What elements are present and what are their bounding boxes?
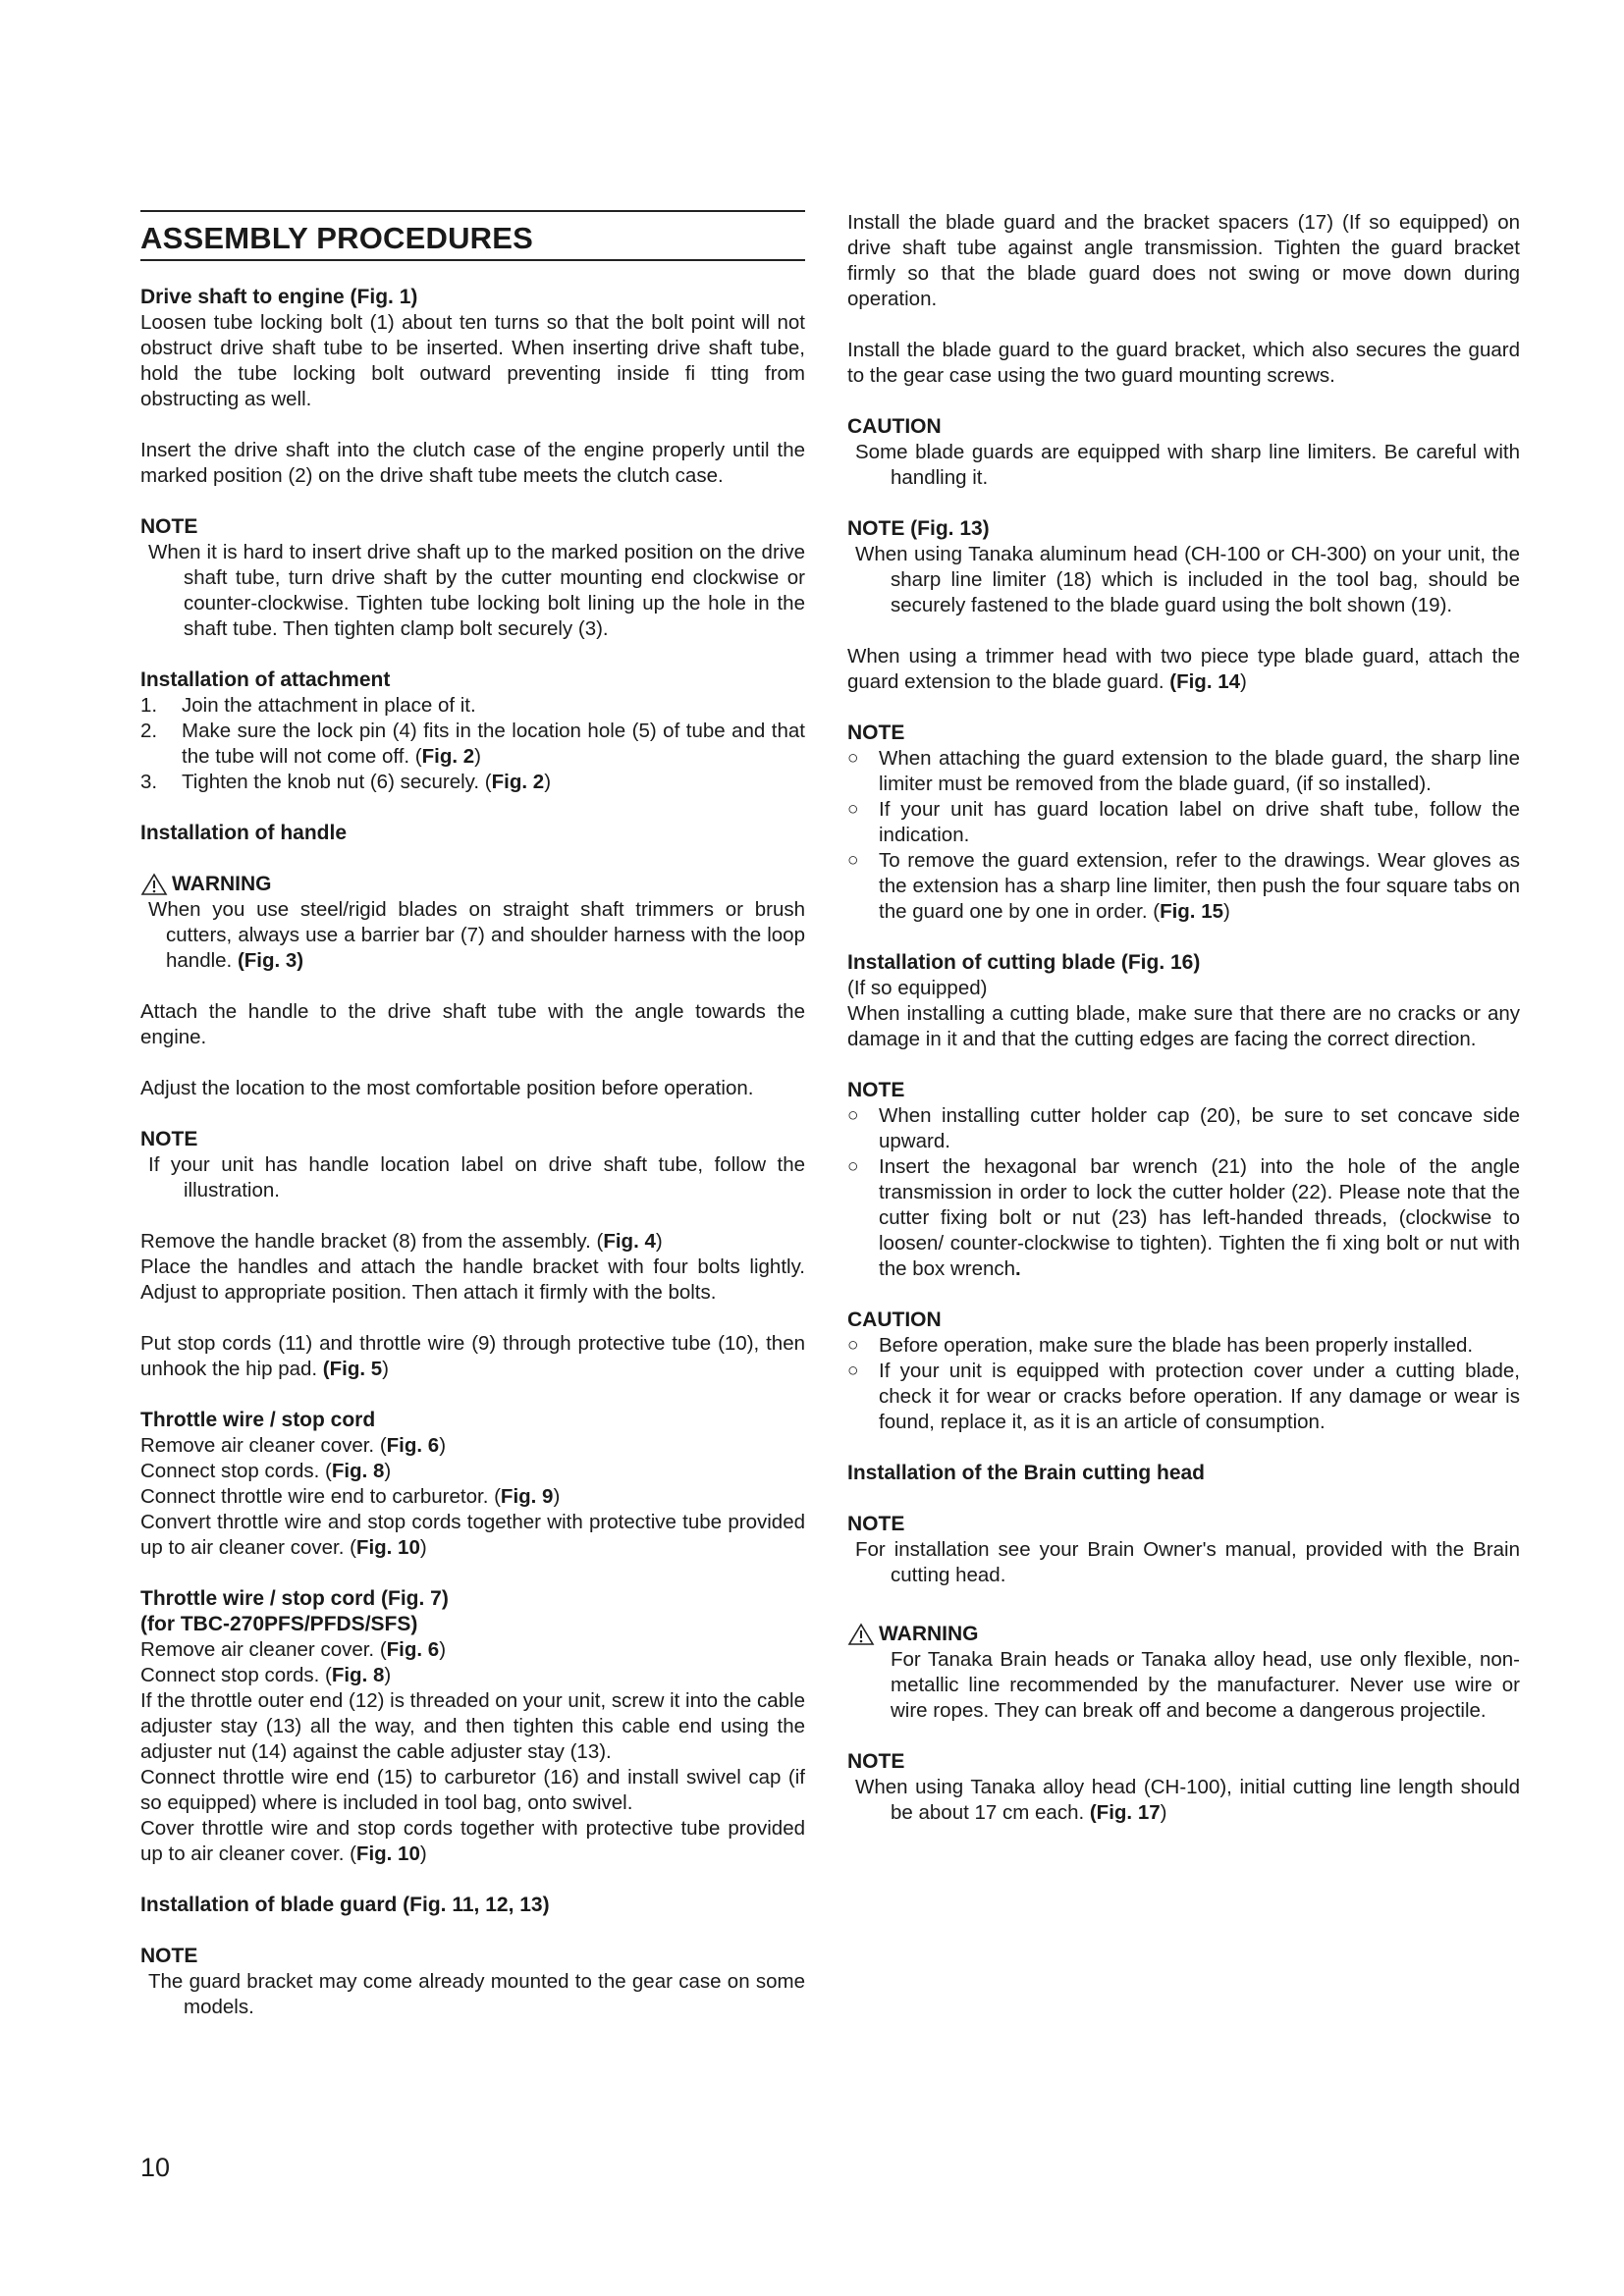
note-label: NOTE (847, 721, 905, 744)
paragraph: Connect throttle wire end (15) to carburetor (16) and install swivel cap (if so equipped) where is included in tool bag, onto swivel. (140, 1766, 805, 1814)
note-label: NOTE (140, 1945, 198, 1967)
list-item: ○ If your unit is equipped with protection cover under a cutting blade, check it for wear or cracks before operation. If any damage or wear is found, replace it, as it is an article of consumption. (847, 1360, 1520, 1433)
step-text: Join the attachment in place of it. (182, 694, 476, 717)
page-number: 10 (140, 2153, 171, 2182)
circle-bullet-icon: ○ (847, 1335, 859, 1356)
list-item: ○ Insert the hexagonal bar wrench (21) into the hole of the angle transmission in order to lock the cutter holder (22). Please note that the cutter fixing bolt or nut (23) has left-handed threads, (clockwise to loosen/ counter-clockwise to tighten). Tighten the fi xing bolt or nut with the box wrench. (847, 1155, 1520, 1280)
paragraph: Insert the drive shaft into the clutch case of the engine properly until the marked position (2) on the drive shaft tube meets the clutch case. (140, 439, 805, 487)
paragraph-line: Convert throttle wire and stop cords together with protective tube provided up to air cleaner cover. (Fig. 10) (140, 1511, 805, 1559)
fig-ref: (Fig. 3) (237, 949, 304, 972)
list-item: ○ When installing cutter holder cap (20), be sure to set concave side upward. (847, 1104, 1520, 1152)
paragraph: Put stop cords (11) and throttle wire (9) through protective tube (10), then unhook the hip pad. (Fig. 5) (140, 1332, 805, 1380)
fig-ref: Fig. 2 (491, 771, 545, 793)
warning-label (847, 1622, 1520, 1647)
fig-ref: Fig. 15 (1160, 900, 1223, 923)
step-number: 1. (140, 694, 158, 717)
left-column (140, 210, 805, 2020)
section-heading-attachment: Installation of attachment (140, 668, 391, 691)
step-end: ) (474, 745, 481, 768)
warning-label-text: WARNING (172, 873, 272, 895)
list-item (140, 719, 805, 770)
paragraph: When installing a cutting blade, make sure that there are no cracks or any damage in it and that the cutting edges are facing the correct direction. (847, 1002, 1520, 1050)
circle-bullet-icon: ○ (847, 1156, 859, 1177)
paragraph-line: Cover throttle wire and stop cords together with protective tube provided up to air cleaner cover. (Fig. 10) (140, 1817, 805, 1865)
paragraph-line: Remove air cleaner cover. (Fig. 6) (140, 1638, 447, 1661)
period: . (1015, 1257, 1021, 1280)
note-text: The guard bracket may come already mounted to the gear case on some models. (148, 1970, 805, 2018)
paragraph: Remove the handle bracket (8) from the assembly. (Fig. 4) (140, 1230, 663, 1253)
paragraph: Attach the handle to the drive shaft tube with the angle towards the engine. (140, 1000, 805, 1048)
warning-triangle-icon (847, 1623, 875, 1646)
fig-ref: Fig. 2 (421, 745, 475, 768)
section-heading-throttle: Throttle wire / stop cord (140, 1409, 376, 1431)
note-text: If your unit has handle location label on drive shaft tube, follow the illustration. (148, 1153, 805, 1201)
section-heading-drive-shaft: Drive shaft to engine (Fig. 1) (140, 286, 418, 308)
list-item: ○ Before operation, make sure the blade has been properly installed. (847, 1334, 1474, 1357)
fig-ref: Fig. 10 (355, 1536, 420, 1559)
paragraph: Install the blade guard and the bracket spacers (17) (If so equipped) on drive shaft tube against angle transmission. Tighten the guard bracket firmly so that the blade guard does not swing or move down during operation. (847, 211, 1520, 310)
list-item: ○ When attaching the guard extension to the blade guard, the sharp line limiter must be removed from the blade guard, (if so installed). (847, 747, 1520, 795)
right-column (847, 210, 1520, 1826)
section-heading-throttle-fig7: Throttle wire / stop cord (Fig. 7) (140, 1587, 449, 1610)
list-item: ○ To remove the guard extension, refer to the drawings. Wear gloves as the extension has a sharp line limiter, then push the four square tabs on the guard one by one in order. (Fig. 15) (847, 849, 1520, 923)
fig-ref: Fig. 6 (386, 1434, 440, 1457)
fig-ref: Fig. 10 (355, 1842, 420, 1865)
paragraph: Loosen tube locking bolt (1) about ten turns so that the bolt point will not obstruct drive shaft tube to be inserted. When inserting drive shaft tube, hold the tube locking bolt outward preventing inside fi tting from obstructing as well. (140, 311, 805, 410)
section-heading-cutting-blade: Installation of cutting blade (Fig. 16) (847, 951, 1201, 974)
warning-text: When you use steel/rigid blades on straight shaft trimmers or brush cutters, always use a barrier bar (7) and shoulder harness with the loop handle. (Fig. 3) (148, 898, 805, 972)
step-number: 3. (140, 771, 158, 793)
caution-label: CAUTION (847, 1308, 942, 1331)
fig-ref: Fig. 9 (500, 1485, 554, 1508)
paragraph-line: Remove air cleaner cover. (Fig. 6) (140, 1434, 447, 1457)
fig-ref: Fig. 8 (331, 1460, 385, 1482)
paragraph-line: Connect stop cords. (Fig. 8) (140, 1664, 392, 1686)
step-end: ) (544, 771, 552, 793)
list-item (140, 770, 805, 795)
note-label: NOTE (847, 1079, 905, 1101)
section-heading-brain: Installation of the Brain cutting head (847, 1462, 1206, 1484)
fig-ref: Fig. 8 (331, 1664, 385, 1686)
note-label: NOTE (Fig. 13) (847, 517, 990, 540)
section-subheading-models: (for TBC-270PFS/PFDS/SFS) (140, 1613, 418, 1635)
fig-ref: (Fig. 5 (322, 1358, 383, 1380)
paragraph: Install the blade guard to the guard bracket, which also secures the guard to the gear case using the two guard mounting screws. (847, 339, 1520, 387)
caution-text: Some blade guards are equipped with sharp line limiters. Be careful with handling it. (855, 441, 1520, 489)
note-text: When using Tanaka alloy head (CH-100), initial cutting line length should be about 17 cm each. (Fig. 17) (855, 1776, 1520, 1824)
circle-bullet-icon: ○ (847, 1361, 859, 1381)
fig-ref: Fig. 4 (603, 1230, 656, 1253)
subheading: (If so equipped) (847, 977, 988, 999)
step-text: Tighten the knob nut (6) securely. ( (182, 771, 492, 793)
section-heading-handle: Installation of handle (140, 822, 348, 844)
paragraph-line: Connect stop cords. (Fig. 8) (140, 1460, 392, 1482)
fig-ref: (Fig. 14 (1169, 670, 1241, 693)
paragraph-line: Connect throttle wire end to carburetor. (Fig. 9) (140, 1485, 561, 1508)
circle-bullet-icon: ○ (847, 748, 859, 769)
warning-label (140, 872, 805, 897)
warning-triangle-icon (140, 873, 168, 896)
paragraph: Adjust the location to the most comfortable position before operation. (140, 1077, 754, 1099)
fig-ref: (Fig. 17 (1089, 1801, 1161, 1824)
note-text: When using Tanaka aluminum head (CH-100 or CH-300) on your unit, the sharp line limiter (18) which is included in the tool bag, should be securely fastened to the blade guard using the bolt shown (19). (855, 543, 1520, 616)
section-heading-blade-guard: Installation of blade guard (Fig. 11, 12, 13) (140, 1894, 550, 1916)
fig-ref: Fig. 6 (386, 1638, 440, 1661)
note-label: NOTE (140, 515, 198, 538)
circle-bullet-icon: ○ (847, 799, 859, 820)
warning-text: For Tanaka Brain heads or Tanaka alloy head, use only flexible, non-metallic line recommended by the manufacturer. Never use wire or wire ropes. They can break off and become a dangerous projectile. (891, 1648, 1520, 1722)
note-label: NOTE (847, 1750, 905, 1773)
circle-bullet-icon: ○ (847, 850, 859, 871)
page-title: ASSEMBLY PROCEDURES (140, 212, 805, 261)
note-label: NOTE (140, 1128, 198, 1150)
warning-label-text: WARNING (879, 1623, 979, 1645)
paragraph: Place the handles and attach the handle bracket with four bolts lightly. Adjust to appropriate position. Then attach it firmly with the bolts. (140, 1255, 805, 1304)
paragraph: When using a trimmer head with two piece type blade guard, attach the guard extension to the blade guard. (Fig. 14) (847, 645, 1520, 693)
step-number: 2. (140, 720, 158, 742)
note-text: For installation see your Brain Owner's manual, provided with the Brain cutting head. (855, 1538, 1520, 1586)
paragraph: If the throttle outer end (12) is threaded on your unit, screw it into the cable adjuster stay (13) all the way, and then tighten this cable end using the adjuster nut (14) against the cable adjuster stay (13). (140, 1689, 805, 1763)
note-text: When it is hard to insert drive shaft up to the marked position on the drive shaft tube, turn drive shaft by the cutter mounting end clockwise or counter-clockwise. Tighten tube locking bolt lining up the hole in the shaft tube. Then tighten clamp bolt securely (3). (148, 541, 805, 640)
circle-bullet-icon: ○ (847, 1105, 859, 1126)
note-label: NOTE (847, 1513, 905, 1535)
list-item (140, 693, 805, 719)
list-item: ○ If your unit has guard location label on drive shaft tube, follow the indication. (847, 798, 1520, 846)
step-text: Make sure the lock pin (4) fits in the location hole (5) of tube and that the tube will not come off. ( (182, 720, 805, 768)
caution-label: CAUTION (847, 415, 942, 438)
